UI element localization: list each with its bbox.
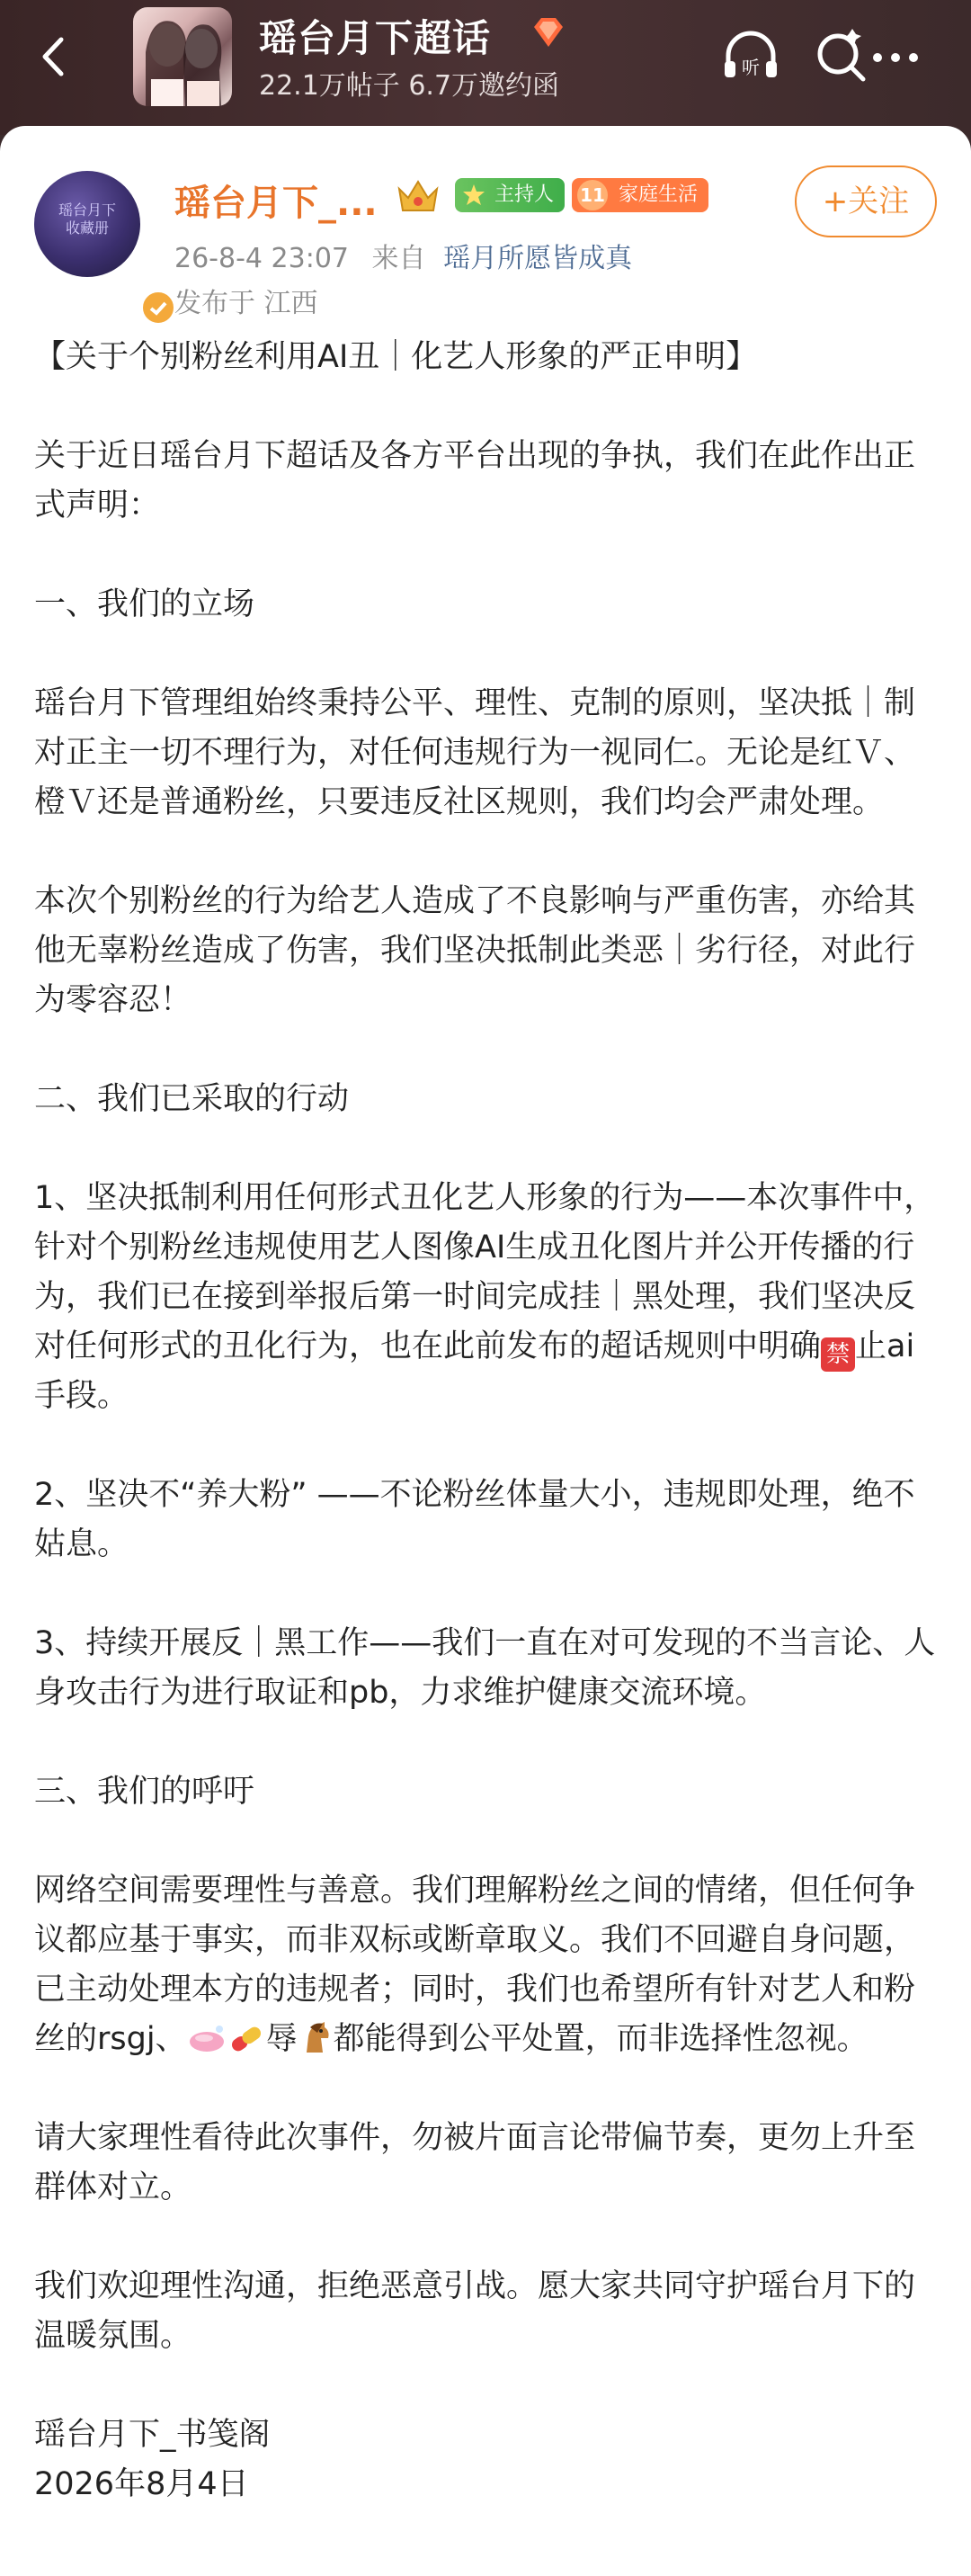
source-prefix: 来自 <box>371 243 426 274</box>
post-location: 发布于 江西 <box>174 288 318 319</box>
author-avatar[interactable] <box>34 171 140 277</box>
paragraph: 我们欢迎理性沟通，拒绝恶意引战。愿大家共同守护瑶台月下的温暖氛围。 <box>34 2268 916 2354</box>
paragraph: 本次个别粉丝的行为给艺人造成了不良影响与严重伤害，亦给其他无辜粉丝造成了伤害，我们坚决抵制此类恶｜劣行径，对此行为零容忍！ <box>34 883 916 1018</box>
host-badge <box>455 178 565 212</box>
back-icon[interactable] <box>32 34 77 79</box>
paragraph-part: 辱 <box>265 2021 298 2057</box>
verified-badge-icon <box>140 290 176 326</box>
paragraph: 瑶台月下管理组始终秉持公平、理性、克制的原则，坚决抵｜制对正主一切不理行为，对任何违规行为一视同仁。无论是红Ｖ、橙Ｖ还是普通粉丝，只要违反社区规则，我们均会严肃处理。 <box>34 685 916 820</box>
post-datetime: 26-8-4 23:07 <box>174 243 349 274</box>
post-body <box>34 333 942 2509</box>
post-card <box>0 126 971 2576</box>
source-link[interactable]: 瑶月所愿皆成真 <box>443 243 633 274</box>
topic-avatar[interactable] <box>133 7 232 106</box>
paragraph: 关于近日瑶台月下超话及各方平台出现的争执，我们在此作出正式声明： <box>34 438 916 523</box>
family-level-badge <box>572 178 708 212</box>
topic-avatar-image-icon <box>133 7 232 106</box>
section-heading: 一、我们的立场 <box>34 586 255 622</box>
paragraph: 请大家理性看待此次事件，勿被片面言论带偏节奏，更勿上升至群体对立。 <box>34 2120 916 2205</box>
author-avatar-text: 瑶台月下 收藏册 <box>58 201 116 237</box>
listen-label: 听 <box>742 57 760 78</box>
horse-emoji-icon <box>298 2020 334 2056</box>
pill-emoji-icon <box>227 2022 266 2056</box>
super-topic-badge-icon <box>530 14 566 50</box>
signature-date: 2026年8月4日 <box>34 2466 249 2502</box>
paragraph <box>34 1174 942 1421</box>
post-meta <box>174 236 632 275</box>
author-name[interactable]: 瑶台月下_... <box>174 183 378 224</box>
signature: 瑶台月下_书笺阁 <box>34 2417 271 2453</box>
paragraph-part: 网络空间需要理性与善意。我们理解粉丝之间的情绪，但任何争议都应基于事实，而非双标或断章取义。我们不回避自身问题，已主动处理本方的违规者；同时，我们也希望所有针对艺人和粉丝的rsgj、 <box>34 1873 916 2057</box>
post-heading: 【关于个别粉丝利用AI丑｜化艺人形象的严正申明】 <box>34 339 758 375</box>
host-badge-icon <box>460 182 487 209</box>
paragraph-part: 都能得到公平处置，而非选择性忽视。 <box>333 2021 869 2057</box>
family-badge-label: 家庭生活 <box>619 183 699 206</box>
soap-emoji-icon <box>187 2024 227 2054</box>
ban-emoji-icon: 禁 <box>821 1337 855 1372</box>
section-heading: 二、我们已采取的行动 <box>34 1081 350 1117</box>
paragraph: 3、持续开展反｜黑工作——我们一直在对可发现的不当言论、人身攻击行为进行取证和pb，力求维护健康交流环境。 <box>34 1625 936 1711</box>
paragraph: 2、坚决不“养大粉” ——不论粉丝体量大小，违规即处理，绝不姑息。 <box>34 1477 915 1562</box>
more-icon[interactable] <box>863 25 926 88</box>
level-number: 11 <box>577 180 608 210</box>
host-badge-label: 主持人 <box>494 183 555 206</box>
crown-icon <box>396 176 441 216</box>
topic-header <box>0 0 971 135</box>
paragraph-part: 止ai手段。 <box>34 1328 915 1414</box>
listen-icon[interactable] <box>719 25 782 88</box>
topic-stats: 22.1万帖子 6.7万邀约函 <box>259 70 560 102</box>
paragraph-part: 1、坚决抵制利用任何形式丑化艺人形象的行为——本次事件中，针对个别粉丝违规使用艺人图像AI生成丑化图片并公开传播的行为，我们已在接到举报后第一时间完成挂｜黑处理，我们坚决反对任何形式的丑化行为，也在此前发布的超话规则中明确 <box>34 1180 936 1364</box>
paragraph <box>34 1866 942 2064</box>
section-heading: 三、我们的呼吁 <box>34 1774 255 1810</box>
topic-title: 瑶台月下超话 <box>259 16 492 60</box>
follow-button[interactable]: +关注 <box>795 165 937 237</box>
